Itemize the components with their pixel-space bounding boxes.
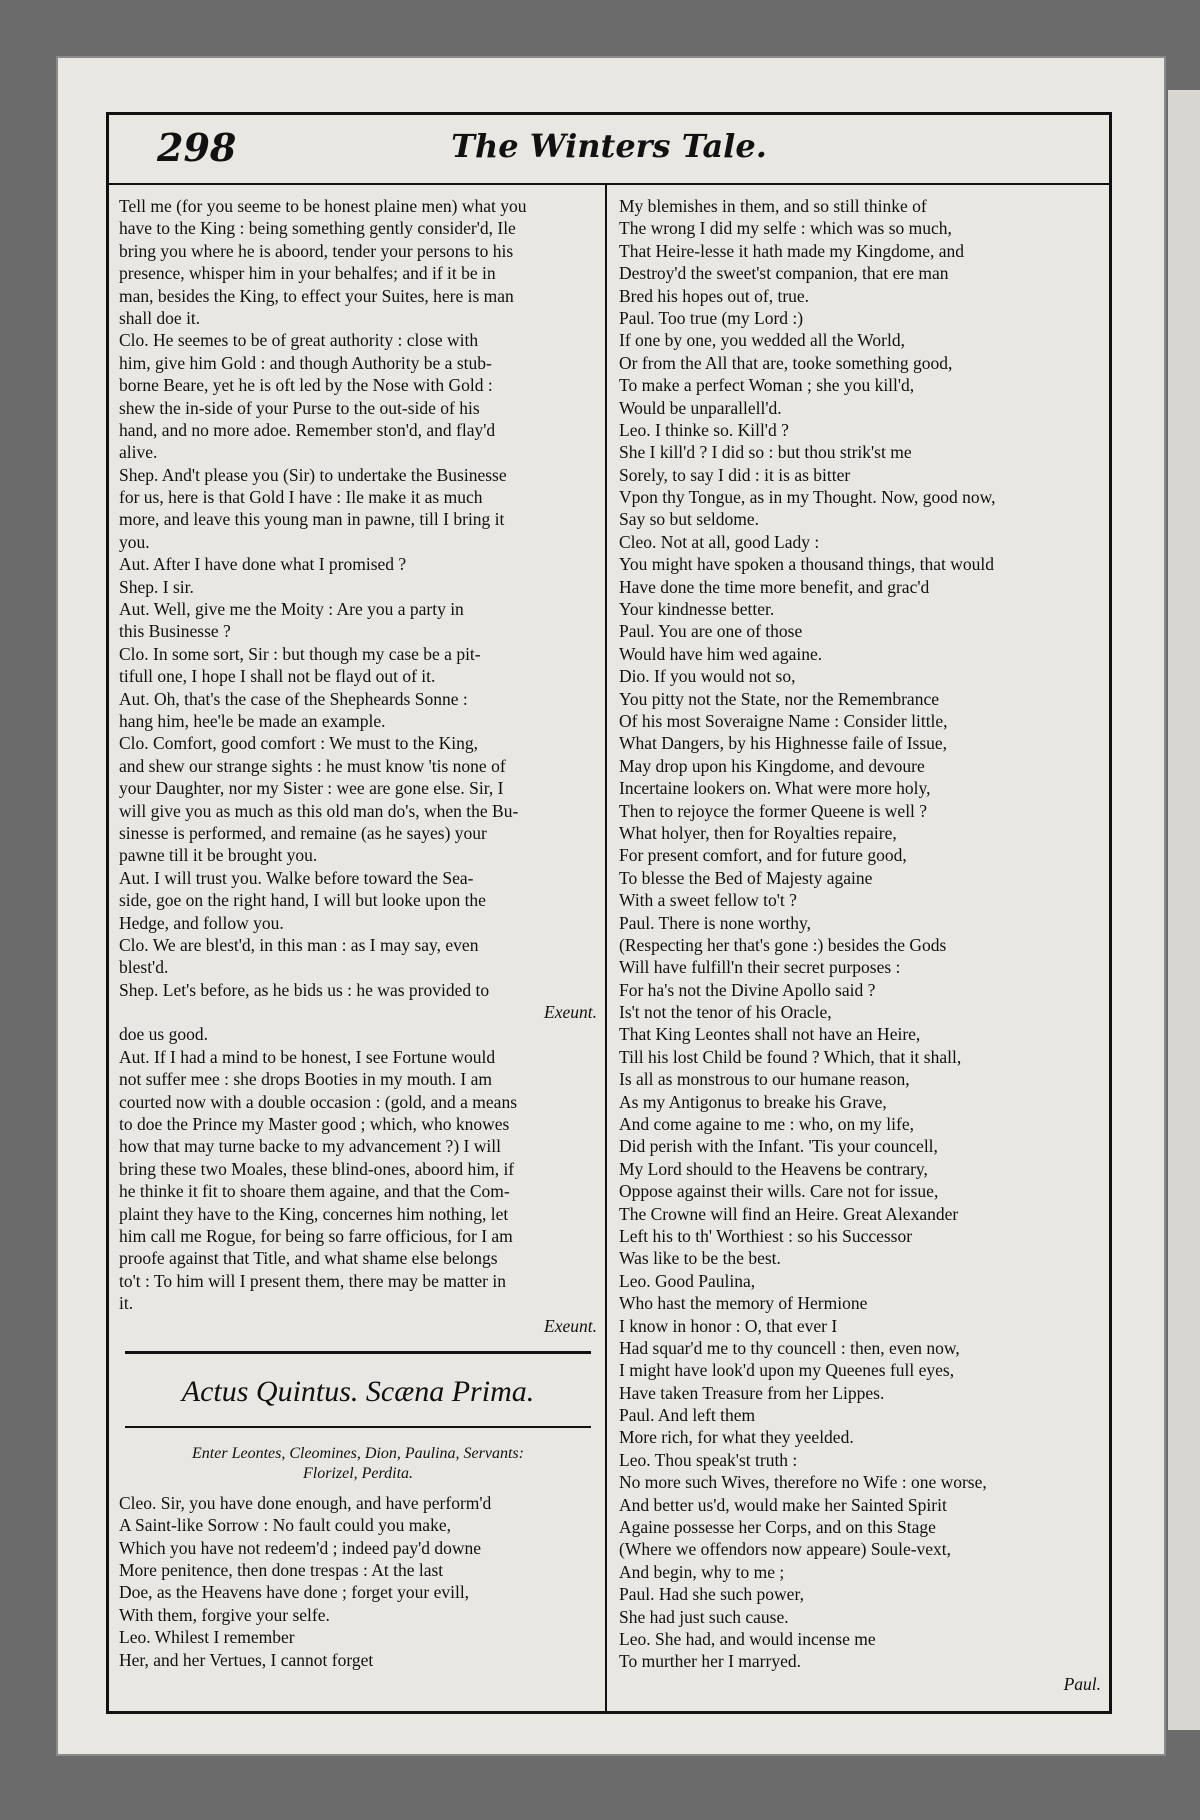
text-line: Shep. And't please you (Sir) to undertake the Businesse bbox=[119, 464, 507, 485]
text-line: Paul. Had she such power, bbox=[619, 1584, 804, 1605]
text-line: your Daughter, nor my Sister : wee are gone else. Sir, I bbox=[119, 778, 504, 799]
section-rule bbox=[125, 1351, 591, 1354]
text-line: have to the King : being something gently consider'd, Ile bbox=[119, 218, 516, 239]
text-line: tifull one, I hope I shall not be flayd out of it. bbox=[119, 666, 436, 687]
text-line: Shep. I sir. bbox=[119, 576, 194, 597]
text-line: Your kindnesse better. bbox=[619, 599, 775, 620]
text-line: he thinke it fit to shoare them againe, and that the Com- bbox=[119, 1181, 510, 1202]
text-line: will give you as much as this old man do's, when the Bu- bbox=[119, 800, 519, 821]
text-line: Of his most Soveraigne Name : Consider little, bbox=[619, 710, 948, 731]
text-line: Would be unparallell'd. bbox=[619, 397, 782, 418]
text-line: What Dangers, by his Highnesse faile of Issue, bbox=[619, 733, 948, 754]
text-line: That Heire-lesse it hath made my Kingdome, and bbox=[619, 240, 965, 261]
column-divider bbox=[605, 183, 607, 1711]
text-line: alive. bbox=[119, 442, 158, 463]
text-line: hang him, hee'le be made an example. bbox=[119, 710, 386, 731]
text-line: Her, and her Vertues, I cannot forget bbox=[119, 1649, 374, 1670]
text-line: With a sweet fellow to't ? bbox=[619, 890, 797, 911]
text-line: She had just such cause. bbox=[619, 1606, 789, 1627]
text-line: More rich, for what they yeelded. bbox=[619, 1427, 854, 1448]
text-line: you. bbox=[119, 531, 150, 552]
stage-direction-enter: Enter Leontes, Cleomines, Dion, Paulina, Servants: bbox=[192, 1444, 524, 1462]
text-line: What holyer, then for Royalties repaire, bbox=[619, 822, 897, 843]
text-line: Say so but seldome. bbox=[619, 509, 759, 530]
text-line: shall doe it. bbox=[119, 307, 201, 328]
text-line: this Businesse ? bbox=[119, 621, 231, 642]
text-line: doe us good. bbox=[119, 1024, 208, 1045]
page-header bbox=[109, 115, 1109, 185]
text-line: shew the in-side of your Purse to the out-side of his bbox=[119, 397, 480, 418]
catchword: Paul. bbox=[1063, 1673, 1101, 1694]
text-line: side, goe on the right hand, I will but looke upon the bbox=[119, 890, 486, 911]
text-line: Aut. I will trust you. Walke before toward the Sea- bbox=[119, 867, 474, 888]
text-line: Left his to th' Worthiest : so his Successor bbox=[619, 1225, 913, 1246]
text-line: hand, and no more adoe. Remember ston'd, and flay'd bbox=[119, 419, 496, 440]
text-line: Leo. Whilest I remember bbox=[119, 1627, 295, 1648]
text-line: With them, forgive your selfe. bbox=[119, 1604, 330, 1625]
text-line: him, give him Gold : and though Authority be a stub- bbox=[119, 352, 492, 373]
text-line: To blesse the Bed of Majesty againe bbox=[619, 867, 873, 888]
text-line: Leo. Thou speak'st truth : bbox=[619, 1449, 798, 1470]
text-line: No more such Wives, therefore no Wife : one worse, bbox=[619, 1472, 987, 1493]
text-line: how that may turne backe to my advancement ?) I will bbox=[119, 1136, 501, 1157]
text-line: Is't not the tenor of his Oracle, bbox=[619, 1002, 832, 1023]
text-frame bbox=[106, 112, 1112, 1714]
text-line: Paul. And left them bbox=[619, 1405, 756, 1426]
text-line: For ha's not the Divine Apollo said ? bbox=[619, 979, 876, 1000]
text-line: Oppose against their wills. Care not for issue, bbox=[619, 1181, 939, 1202]
text-line: Then to rejoyce the former Queene is well ? bbox=[619, 800, 928, 821]
text-line: Clo. In some sort, Sir : but though my case be a pit- bbox=[119, 643, 481, 664]
text-line: Aut. After I have done what I promised ? bbox=[119, 554, 407, 575]
text-line: Dio. If you would not so, bbox=[619, 666, 796, 687]
text-line: As my Antigonus to breake his Grave, bbox=[619, 1091, 887, 1112]
text-line: Was like to be the best. bbox=[619, 1248, 781, 1269]
text-line: more, and leave this young man in pawne, till I bring it bbox=[119, 509, 505, 530]
text-line: Which you have not redeem'd ; indeed pay'd downe bbox=[119, 1537, 482, 1558]
act-title: Actus Quintus. Scæna Prima. bbox=[181, 1374, 535, 1408]
text-line: Shep. Let's before, as he bids us : he was provided to bbox=[119, 979, 490, 1000]
text-line: For present comfort, and for future good, bbox=[619, 845, 907, 866]
text-line: Have done the time more benefit, and grac'd bbox=[619, 576, 930, 597]
text-line: not suffer mee : she drops Booties in my mouth. I am bbox=[119, 1069, 492, 1090]
text-line: And begin, why to me ; bbox=[619, 1561, 785, 1582]
text-line: The Crowne will find an Heire. Great Alexander bbox=[619, 1203, 959, 1224]
text-line: Leo. Good Paulina, bbox=[619, 1270, 756, 1291]
text-line: Cleo. Sir, you have done enough, and have perform'd bbox=[119, 1492, 492, 1513]
text-line: (Respecting her that's gone :) besides the Gods bbox=[619, 934, 947, 955]
text-line: blest'd. bbox=[119, 957, 169, 978]
text-line: If one by one, you wedded all the World, bbox=[619, 330, 905, 351]
text-line: Clo. Comfort, good comfort : We must to the King, bbox=[119, 733, 478, 754]
text-line: And better us'd, would make her Sainted Spirit bbox=[619, 1494, 947, 1515]
text-line: More penitence, then done trespas : At the last bbox=[119, 1560, 444, 1581]
text-line: Paul. You are one of those bbox=[619, 621, 803, 642]
text-line: Hedge, and follow you. bbox=[119, 912, 284, 933]
text-line: pawne till it be brought you. bbox=[119, 845, 318, 866]
text-line: To murther her I marryed. bbox=[619, 1651, 801, 1672]
text-line: Paul. Too true (my Lord :) bbox=[619, 307, 804, 328]
text-line: Incertaine lookers on. What were more holy, bbox=[619, 778, 931, 799]
text-line: Doe, as the Heavens have done ; forget your evill, bbox=[119, 1582, 470, 1603]
text-line: The wrong I did my selfe : which was so much, bbox=[619, 218, 952, 239]
book-page bbox=[56, 56, 1166, 1756]
text-line: That King Leontes shall not have an Heire, bbox=[619, 1024, 921, 1045]
text-line: and shew our strange sights : he must know 'tis none of bbox=[119, 755, 506, 776]
text-line: Had squar'd me to thy councell : then, even now, bbox=[619, 1337, 960, 1358]
text-line: it. bbox=[119, 1293, 134, 1314]
text-line: My Lord should to the Heavens be contrary, bbox=[619, 1158, 928, 1179]
text-line: Paul. There is none worthy, bbox=[619, 912, 811, 933]
text-line: Leo. She had, and would incense me bbox=[619, 1629, 876, 1649]
text-line: Aut. If I had a mind to be honest, I see Fortune would bbox=[119, 1046, 496, 1067]
adjacent-page-edge bbox=[1168, 90, 1200, 1730]
section-rule bbox=[125, 1426, 591, 1428]
text-line: Clo. We are blest'd, in this man : as I may say, even bbox=[119, 934, 479, 955]
text-line: Who hast the memory of Hermione bbox=[619, 1293, 868, 1314]
text-line: Aut. Oh, that's the case of the Shepheards Sonne : bbox=[119, 688, 468, 709]
page-number: 298 bbox=[157, 125, 237, 170]
text-line: May drop upon his Kingdome, and devoure bbox=[619, 755, 925, 776]
text-line: (Where we offendors now appeare) Soule-vext, bbox=[619, 1539, 952, 1560]
text-line: I know in honor : O, that ever I bbox=[619, 1315, 838, 1336]
text-line: You pitty not the State, nor the Remembrance bbox=[619, 688, 939, 709]
text-line: Destroy'd the sweet'st companion, that ere man bbox=[619, 263, 949, 284]
text-line: proofe against that Title, and what shame else belongs bbox=[119, 1248, 498, 1269]
left-column bbox=[119, 195, 597, 1671]
text-line: A Saint-like Sorrow : No fault could you make, bbox=[119, 1515, 451, 1536]
text-line: My blemishes in them, and so still thinke of bbox=[619, 196, 927, 216]
text-line: plaint they have to the King, concernes him nothing, let bbox=[119, 1203, 509, 1224]
stage-direction-exeunt: Exeunt. bbox=[544, 1002, 597, 1023]
stage-direction-enter: Florizel, Perdita. bbox=[302, 1464, 414, 1482]
text-line: And come againe to me : who, on my life, bbox=[619, 1114, 914, 1135]
text-line: Would have him wed againe. bbox=[619, 643, 823, 664]
text-line: She I kill'd ? I did so : but thou strik'st me bbox=[619, 442, 912, 463]
text-line: Sorely, to say I did : it is as bitter bbox=[619, 464, 851, 485]
text-line: Will have fulfill'n their secret purposes : bbox=[619, 957, 901, 978]
text-line: Have taken Treasure from her Lippes. bbox=[619, 1382, 885, 1403]
text-line: Againe possesse her Corps, and on this Stage bbox=[619, 1517, 936, 1538]
text-line: Bred his hopes out of, true. bbox=[619, 285, 810, 306]
text-line: Or from the All that are, tooke something good, bbox=[619, 352, 953, 373]
text-line: courted now with a double occasion : (gold, and a means bbox=[119, 1091, 518, 1112]
running-title: The Winters Tale. bbox=[451, 127, 767, 165]
text-line: Is all as monstrous to our humane reason, bbox=[619, 1069, 910, 1090]
text-line: Vpon thy Tongue, as in my Thought. Now, good now, bbox=[619, 487, 996, 508]
text-line: Clo. He seemes to be of great authority : close with bbox=[119, 330, 479, 351]
stage-direction-exeunt: Exeunt. bbox=[544, 1315, 597, 1336]
text-line: Aut. Well, give me the Moity : Are you a party in bbox=[119, 599, 464, 620]
text-line: You might have spoken a thousand things, that would bbox=[619, 554, 994, 575]
text-line: Tell me (for you seeme to be honest plaine men) what you bbox=[119, 196, 527, 216]
text-line: to doe the Prince my Master good ; which, who knowes bbox=[119, 1114, 510, 1135]
text-line: sinesse is performed, and remaine (as he sayes) your bbox=[119, 822, 487, 843]
text-line: him call me Rogue, for being so farre officious, for I am bbox=[119, 1225, 513, 1246]
text-line: bring you where he is aboord, tender your persons to his bbox=[119, 240, 514, 261]
text-line: to't : To him will I present them, there may be matter in bbox=[119, 1270, 506, 1291]
text-line: Leo. I thinke so. Kill'd ? bbox=[619, 419, 789, 440]
text-line: To make a perfect Woman ; she you kill'd, bbox=[619, 375, 915, 396]
text-line: I might have look'd upon my Queenes full eyes, bbox=[619, 1360, 955, 1381]
text-line: presence, whisper him in your behalfes; and if it be in bbox=[119, 263, 496, 284]
text-line: bring these two Moales, these blind-ones, aboord him, if bbox=[119, 1158, 515, 1179]
text-line: man, besides the King, to effect your Suites, here is man bbox=[119, 285, 514, 306]
text-line: for us, here is that Gold I have : Ile make it as much bbox=[119, 487, 483, 508]
right-column bbox=[619, 195, 1101, 1695]
text-line: Did perish with the Infant. 'Tis your councell, bbox=[619, 1136, 938, 1157]
text-line: Cleo. Not at all, good Lady : bbox=[619, 531, 820, 552]
text-line: Till his lost Child be found ? Which, that it shall, bbox=[619, 1046, 962, 1067]
text-line: borne Beare, yet he is oft led by the Nose with Gold : bbox=[119, 375, 493, 396]
